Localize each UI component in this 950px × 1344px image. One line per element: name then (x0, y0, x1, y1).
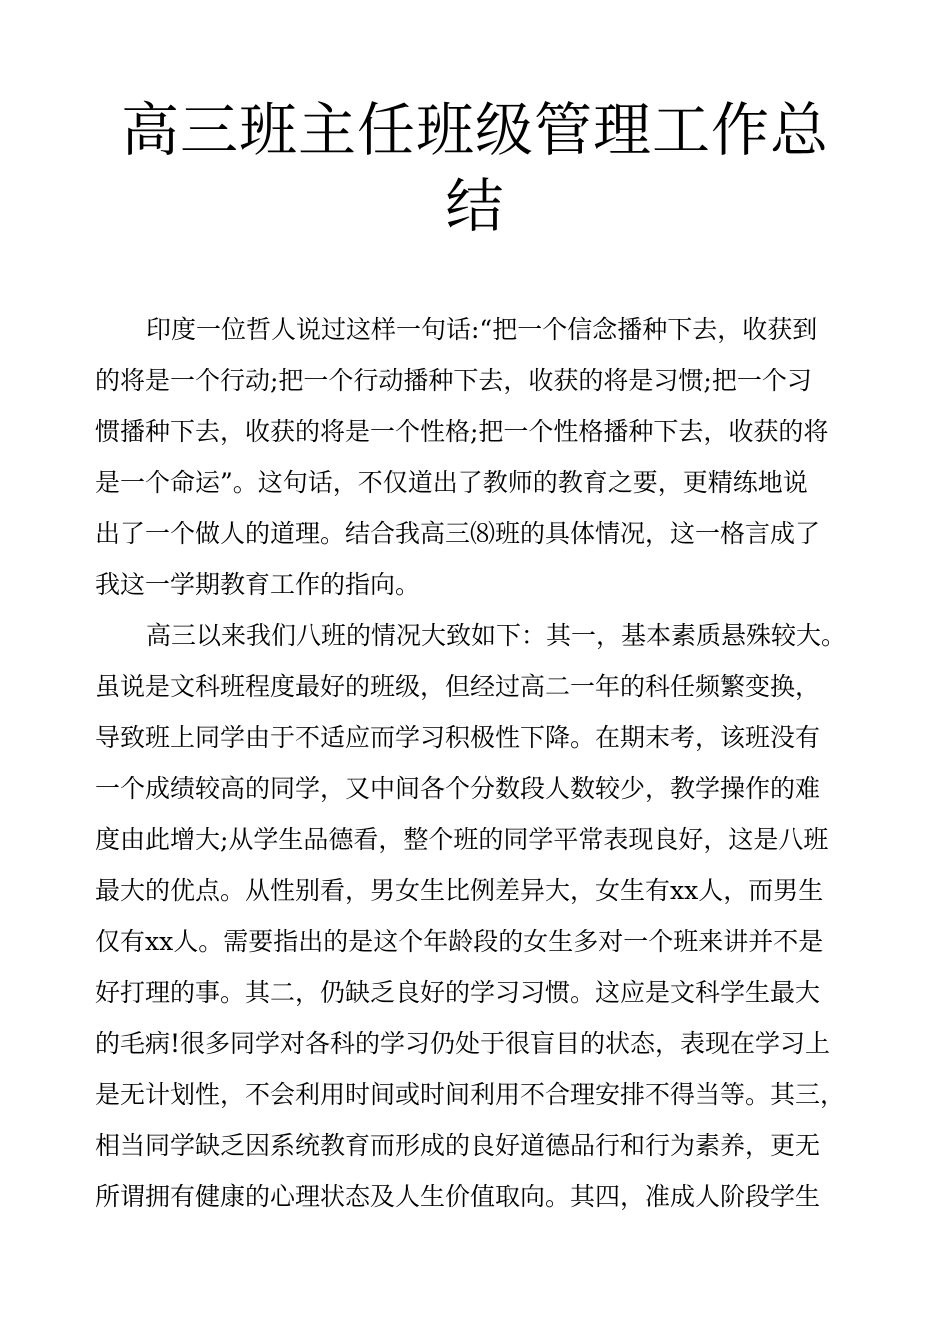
paragraph-line: 惯播种下去，收获的将是一个性格;把一个性格播种下去，收获的将 (95, 417, 829, 446)
document-title (95, 92, 855, 244)
document-body (95, 304, 855, 1222)
paragraph-line: 所谓拥有健康的心理状态及人生价值取向。其四，准成人阶段学生 (95, 1182, 821, 1211)
paragraph-line: 度由此增大;从学生品德看，整个班的同学平常表现良好，这是八班 (95, 825, 829, 854)
title-line-2: 结 (445, 172, 505, 240)
paragraph-line: 高三以来我们八班的情况大致如下：其一，基本素质悬殊较大。 (146, 621, 847, 650)
paragraph-line: 的毛病!很多同学对各科的学习仍处于很盲目的状态，表现在学习上 (95, 1029, 831, 1058)
paragraph-line: 虽说是文科班程度最好的班级，但经过高二一年的科任频繁变换， (95, 672, 821, 701)
paragraph-line: 出了一个做人的道理。结合我高三⑻班的具体情况，这一格言成了 (95, 519, 821, 548)
title-line-1: 高三班主任班级管理工作总 (120, 96, 829, 164)
paragraph-line: 是无计划性，不会利用时间或时间利用不合理安排不得当等。其三， (95, 1080, 846, 1109)
paragraph-line: 一个成绩较高的同学，又中间各个分数段人数较少，教学操作的难 (95, 774, 821, 803)
paragraph-line: 导致班上同学由于不适应而学习积极性下降。在期末考，该班没有 (95, 723, 821, 752)
paragraph-line: 相当同学缺乏因系统教育而形成的良好道德品行和行为素养，更无 (95, 1131, 821, 1160)
paragraph-line: 仅有xx人。需要指出的是这个年龄段的女生多对一个班来讲并不是 (95, 927, 824, 956)
paragraph-line: 是一个命运”。这句话，不仅道出了教师的教育之要，更精练地说 (95, 468, 808, 497)
paragraph-line: 好打理的事。其二，仍缺乏良好的学习习惯。这应是文科学生最大 (95, 978, 821, 1007)
paragraph-line: 我这一学期教育工作的指向。 (95, 570, 421, 599)
paragraph-line: 印度一位哲人说过这样一句话:“把一个信念播种下去，收获到 (146, 315, 818, 344)
paragraph-1 (95, 304, 855, 610)
paragraph-line: 最大的优点。从性别看，男女生比例差异大，女生有xx人，而男生 (95, 876, 824, 905)
paragraph-line: 的将是一个行动;把一个行动播种下去，收获的将是习惯;把一个习 (95, 366, 812, 395)
paragraph-2 (95, 610, 855, 1222)
